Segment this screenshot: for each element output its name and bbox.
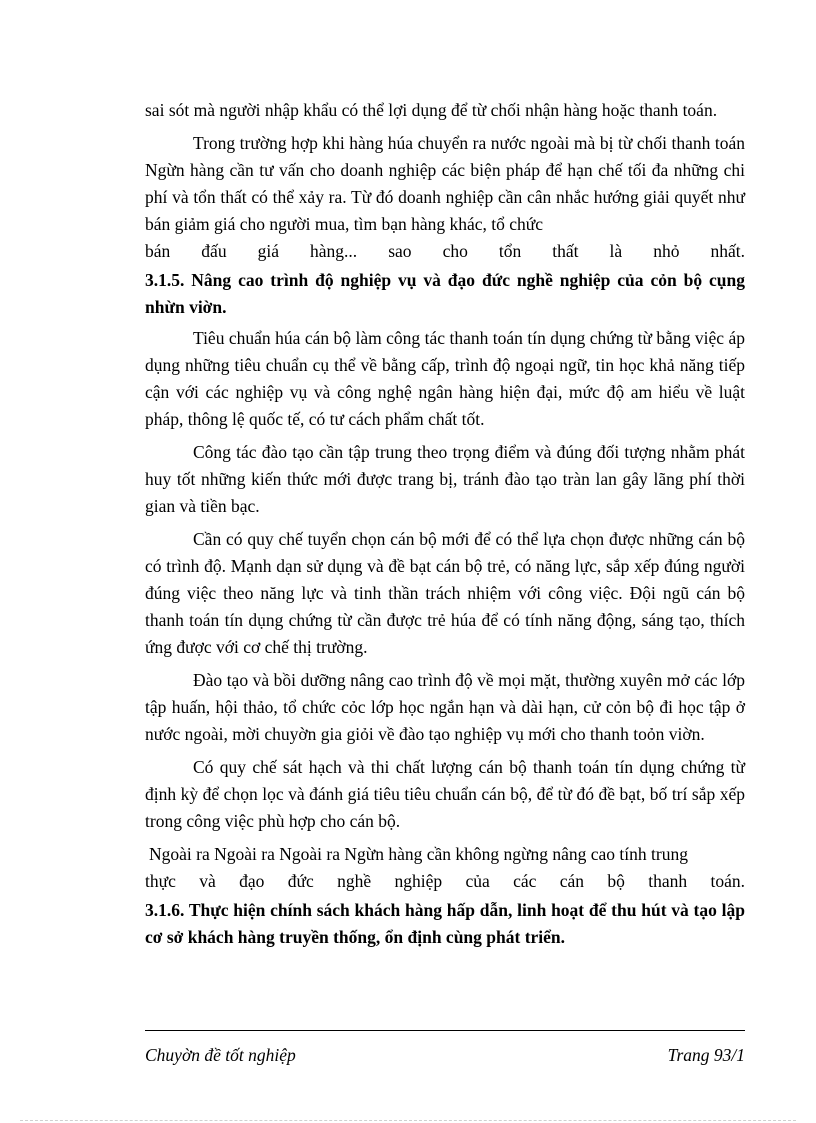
section-heading-3-1-5: 3.1.5. Nâng cao trình độ nghiệp vụ và đạo đức nghề nghiệp của cỏn bộ cụng nhừn viờn. — [145, 270, 745, 317]
paragraph-8-last-line: thực và đạo đức nghề nghiệp của các cán bộ thanh toán. — [145, 871, 745, 891]
footer-title: Chuyờn đề tốt nghiệp — [145, 1045, 296, 1065]
page-content — [145, 97, 745, 955]
paragraph-2-last-line: bán đấu giá hàng... sao cho tổn thất là nhỏ nhất. — [145, 241, 745, 261]
footer-page-number: Trang 93/1 — [667, 1045, 745, 1065]
page-bottom-edge — [20, 1120, 796, 1121]
paragraph-6: Đào tạo và bồi dưỡng nâng cao trình độ về mọi mặt, thường xuyên mở các lớp tập huấn, hội thảo, tổ chức cỏc lớp học ngắn hạn và dài hạn, cử cỏn bộ đi học tập ở nước ngoài, mời chuyờn gia giỏi về đào tạo nghiệp vụ mới cho thanh toỏn viờn. — [145, 670, 745, 744]
paragraph-2: Trong trường hợp khi hàng húa chuyển ra nước ngoài mà bị từ chối thanh toán Ngừn hàng cần tư vấn cho doanh nghiệp các biện pháp để hạn chế tối đa những chi phí và tổn thất có thể xảy ra. Từ đó doanh nghiệp cần cân nhắc hướng giải quyết như bán giảm giá cho người mua, tìm bạn hàng khác, tổ chức — [145, 133, 745, 234]
section-heading-3-1-6: 3.1.6. Thực hiện chính sách khách hàng hấp dẫn, linh hoạt để thu hút và tạo lập cơ sở khách hàng truyền thống, ổn định cùng phát triển. — [145, 900, 745, 947]
paragraph-3: Tiêu chuẩn húa cán bộ làm công tác thanh toán tín dụng chứng từ bằng việc áp dụng những tiêu chuẩn cụ thể về bằng cấp, trình độ ngoại ngữ, tin học khả năng tiếp cận với các nghiệp vụ và công nghệ ngân hàng hiện đại, mức độ am hiểu về luật pháp, thông lệ quốc tế, có tư cách phẩm chất tốt. — [145, 328, 745, 429]
paragraph-1: sai sót mà người nhập khẩu có thể lợi dụng để từ chối nhận hàng hoặc thanh toán. — [145, 100, 718, 120]
footer-divider — [145, 1030, 745, 1031]
paragraph-7: Có quy chế sát hạch và thi chất lượng cán bộ thanh toán tín dụng chứng từ định kỳ để chọn lọc và đánh giá tiêu tiêu chuẩn cán bộ, để từ đó đề bạt, bố trí sắp xếp trong công việc phù hợp cho cán bộ. — [145, 757, 745, 831]
paragraph-5: Cần có quy chế tuyển chọn cán bộ mới để có thể lựa chọn được những cán bộ có trình độ. Mạnh dạn sử dụng và đề bạt cán bộ trẻ, có năng lực, sắp xếp đúng người đúng việc theo năng lực và tinh thần trách nhiệm với công việc. Đội ngũ cán bộ thanh toán tín dụng chứng từ cần được trẻ húa để có tính năng động, sáng tạo, thích ứng được với cơ chế thị trường. — [145, 529, 745, 657]
paragraph-4: Công tác đào tạo cần tập trung theo trọng điểm và đúng đối tượng nhằm phát huy tốt những kiến thức mới được trang bị, tránh đào tạo tràn lan gây lãng phí thời gian và tiền bạc. — [145, 442, 745, 516]
paragraph-8: Ngoài ra Ngoài ra Ngoài ra Ngừn hàng cần không ngừng nâng cao tính trung — [149, 844, 688, 864]
